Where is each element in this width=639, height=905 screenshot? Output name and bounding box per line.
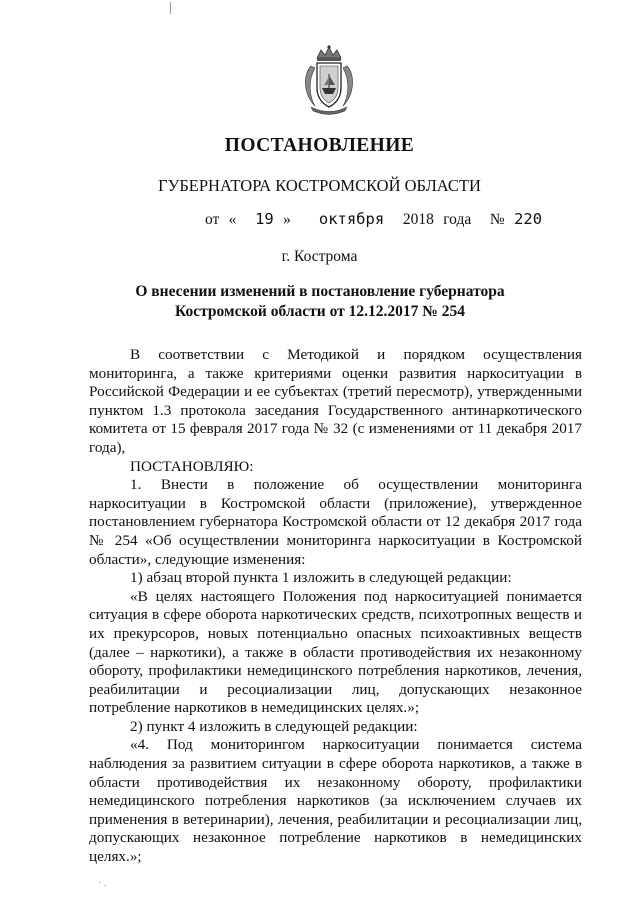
document-body <box>89 346 582 867</box>
scan-specks: · . <box>98 878 107 889</box>
heading-line-1: О внесении изменений в постановление губернатора <box>135 283 505 300</box>
scan-mark <box>170 2 171 14</box>
date-close-quote: » <box>283 211 291 228</box>
paragraph-subitem-1: 1) абзац второй пункта 1 изложить в следующей редакции: <box>130 569 512 587</box>
document-heading <box>60 282 580 322</box>
document-city: г. Кострома <box>281 248 358 265</box>
paragraph-item-1: 1. Внести в положение об осуществлении мониторинга наркоситуации в Костромской области (приложение), утвержденное постановлением губернатора Костромской области от 12 декабря 2017 года № 254 «Об осуществлении мониторинга наркоситуации в Костромской области», следующие изменения: <box>89 476 582 568</box>
paragraph-subitem-2: 2) пункт 4 изложить в следующей редакции: <box>130 717 418 735</box>
paragraph-preamble: В соответствии с Методикой и порядком осуществления мониторинга, а также критериями оценки развития наркоситуации в Российской Федерации и ее субъектах (третий пересмотр), утвержденными пунктом 1.3 протокола заседания Государственного антинаркотического комитета от 15 февраля 2017 года № 32 (с изменениями от 11 декабря 2017 года), <box>89 346 582 456</box>
date-day: 19 <box>255 210 274 228</box>
paragraph-decree: ПОСТАНОВЛЯЮ: <box>130 457 254 475</box>
heading-line-2: Костромской области от 12.12.2017 № 254 <box>175 303 465 320</box>
document-issuer: ГУБЕРНАТОРА КОСТРОМСКОЙ ОБЛАСТИ <box>158 176 481 195</box>
date-month: октября <box>318 210 385 228</box>
date-open-quote: « <box>228 211 237 228</box>
document-title: ПОСТАНОВЛЕНИЕ <box>224 135 415 156</box>
paragraph-quote-1: «В целях настоящего Положения под наркоситуацией понимается ситуация в сфере оборота наркотических средств, психотропных веществ и их прекурсоров, новых потенциально опасных психоактивных веществ (далее – наркотики), а также в области противодействия их незаконному обороту, профилактики немедицинского потребления наркотиков, лечения, реабилитации и ресоциализации лиц, допускающих незаконное потребление наркотиков в немедицинских целях.»; <box>89 587 582 717</box>
date-prefix: от <box>205 211 220 228</box>
document-date-line <box>205 210 542 229</box>
coat-of-arms-icon <box>297 44 361 116</box>
paragraph-quote-2: «4. Под мониторингом наркоситуации понимается система наблюдения за развитием ситуации в сфере оборота наркотиков, а также в области противодействия их незаконному обороту, профилактики немедицинского потребления наркотиков (за исключением случаев их применения в ветеринарии), лечения, реабилитации и ресоциализации лиц, допускающих незаконное потребление наркотиков в немедицинских целях.»; <box>89 736 582 866</box>
number-sign: № <box>489 211 505 228</box>
date-year-word: года <box>443 211 472 228</box>
document-number: 220 <box>514 210 543 228</box>
date-year: 2018 <box>402 211 434 228</box>
